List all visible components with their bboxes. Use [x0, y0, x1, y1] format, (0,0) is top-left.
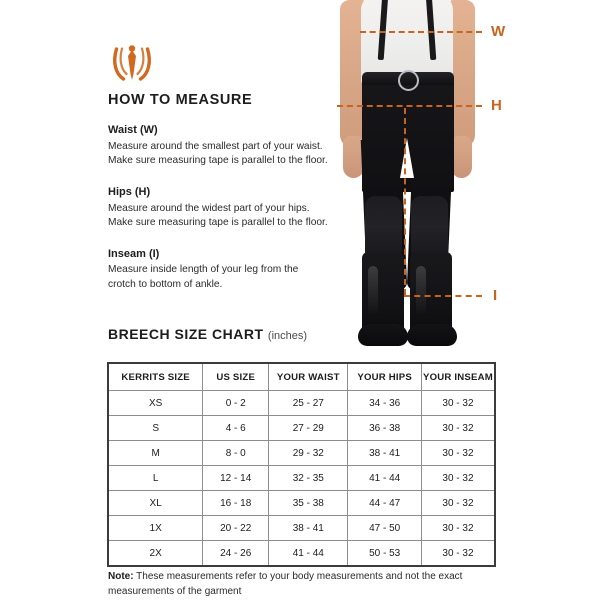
table-cell: 38 - 41 [269, 516, 348, 541]
note-text: These measurements refer to your body measurements and not the exact measurements of the garment [108, 571, 463, 597]
table-cell: 30 - 32 [421, 441, 495, 466]
model-right-hand [451, 136, 472, 178]
boot-highlight-left [368, 266, 378, 316]
cell-kerrits-size: XL [108, 491, 203, 516]
table-cell: 41 - 44 [269, 541, 348, 567]
chart-title-unit: (inches) [267, 330, 308, 342]
table-column-header-2: YOUR WAIST [269, 363, 348, 391]
measurement-block-hips [108, 185, 330, 231]
boot-toe-left [358, 324, 408, 346]
table-cell: 4 - 6 [203, 416, 269, 441]
hips-title: Hips (H) [108, 185, 151, 198]
measurement-instructions [108, 123, 330, 308]
table-column-header-3: YOUR HIPS [348, 363, 422, 391]
inseam-title: Inseam (I) [108, 247, 160, 260]
table-body [108, 391, 495, 567]
breech-size-chart-table [107, 362, 496, 567]
knee-patch-right [411, 196, 448, 258]
waist-line-1: Measure around the smallest part of your waist. [108, 140, 323, 152]
table-row [108, 416, 495, 441]
table-row [108, 391, 495, 416]
note-label: Note: [108, 571, 134, 582]
table-cell: 25 - 27 [269, 391, 348, 416]
inseam-guide-label: I [493, 287, 498, 304]
table-row [108, 516, 495, 541]
table-header-row [108, 363, 495, 391]
cell-kerrits-size: S [108, 416, 203, 441]
table-cell: 47 - 50 [348, 516, 422, 541]
table-column-header-4: YOUR INSEAM [421, 363, 495, 391]
table-row [108, 466, 495, 491]
measurement-block-waist [108, 123, 330, 169]
table-cell: 32 - 35 [269, 466, 348, 491]
table-cell: 38 - 41 [348, 441, 422, 466]
kerrits-horseshoe-logo-icon [110, 40, 154, 86]
table-cell: 0 - 2 [203, 391, 269, 416]
inseam-line-2: crotch to bottom of ankle. [108, 278, 223, 290]
model-photo [318, 0, 496, 352]
table-cell: 30 - 32 [421, 391, 495, 416]
table-cell: 24 - 26 [203, 541, 269, 567]
hips-line-2: Make sure measuring tape is parallel to the floor. [108, 217, 328, 229]
table-cell: 35 - 38 [269, 491, 348, 516]
table-column-header-1: US SIZE [203, 363, 269, 391]
measurement-block-inseam [108, 247, 330, 293]
chart-note [108, 570, 508, 599]
chart-title-main: BREECH SIZE CHART [108, 326, 264, 342]
table-cell: 36 - 38 [348, 416, 422, 441]
cell-kerrits-size: 1X [108, 516, 203, 541]
table-cell: 27 - 29 [269, 416, 348, 441]
knee-patch-left [365, 196, 402, 258]
table-cell: 41 - 44 [348, 466, 422, 491]
cell-kerrits-size: M [108, 441, 203, 466]
table-cell: 30 - 32 [421, 516, 495, 541]
table-cell: 30 - 32 [421, 416, 495, 441]
waist-line-2: Make sure measuring tape is parallel to the floor. [108, 155, 328, 167]
waist-title: Waist (W) [108, 124, 158, 136]
hips-line-1: Measure around the widest part of your hips. [108, 202, 310, 214]
inseam-line-1: Measure inside length of your leg from the [108, 264, 299, 276]
table-row [108, 541, 495, 567]
cell-kerrits-size: L [108, 466, 203, 491]
table-cell: 8 - 0 [203, 441, 269, 466]
cell-kerrits-size: 2X [108, 541, 203, 567]
waist-guide-label: W [491, 23, 506, 40]
table-column-header-0: KERRITS SIZE [108, 363, 203, 391]
table-cell: 16 - 18 [203, 491, 269, 516]
cell-kerrits-size: XS [108, 391, 203, 416]
table-row [108, 491, 495, 516]
table-cell: 12 - 14 [203, 466, 269, 491]
table-row [108, 441, 495, 466]
table-cell: 44 - 47 [348, 491, 422, 516]
table-cell: 20 - 22 [203, 516, 269, 541]
hips-guide-label: H [491, 97, 503, 114]
boot-highlight-right [416, 266, 426, 316]
boot-toe-right [407, 324, 457, 346]
table-cell: 30 - 32 [421, 541, 495, 567]
chart-title [108, 326, 307, 342]
table-cell: 29 - 32 [269, 441, 348, 466]
model-illustration [318, 0, 496, 352]
belt-ring-buckle-icon [398, 70, 419, 91]
table-cell: 30 - 32 [421, 491, 495, 516]
table-cell: 34 - 36 [348, 391, 422, 416]
table-cell: 30 - 32 [421, 466, 495, 491]
size-chart-table-wrapper [107, 362, 496, 567]
table-cell: 50 - 53 [348, 541, 422, 567]
page-title: HOW TO MEASURE [108, 92, 253, 108]
